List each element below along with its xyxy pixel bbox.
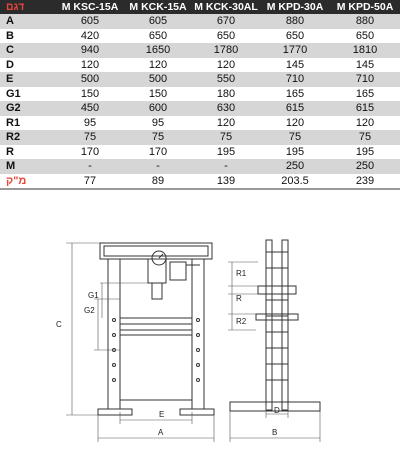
table-cell: 940 bbox=[56, 43, 124, 58]
dim-label-r: R bbox=[236, 294, 242, 303]
side-rungs bbox=[266, 252, 288, 380]
table-cell: 120 bbox=[260, 116, 330, 131]
top-beam-inner bbox=[104, 246, 208, 256]
top-beam bbox=[100, 243, 212, 259]
table-cell: 195 bbox=[260, 145, 330, 160]
side-bed bbox=[256, 314, 298, 320]
table-cell: 1650 bbox=[124, 43, 192, 58]
cylinder bbox=[148, 259, 166, 283]
table-cell: 550 bbox=[192, 72, 260, 87]
table-cell: 75 bbox=[124, 130, 192, 145]
table-cell: 710 bbox=[330, 72, 400, 87]
bed-plate-2 bbox=[120, 330, 192, 335]
table-cell: 75 bbox=[56, 130, 124, 145]
side-table bbox=[258, 286, 296, 294]
table-cell: 120 bbox=[330, 116, 400, 131]
table-cell: 75 bbox=[192, 130, 260, 145]
press-front-view bbox=[98, 243, 214, 415]
table-cell: - bbox=[124, 159, 192, 174]
table-cell: 450 bbox=[56, 101, 124, 116]
model-header: M KPD-30A bbox=[260, 0, 330, 14]
dim-label-b: B bbox=[272, 428, 278, 437]
table-cell: 239 bbox=[330, 174, 400, 190]
dim-label-a: A bbox=[158, 428, 164, 437]
table-cell: - bbox=[56, 159, 124, 174]
dim-label-g2: G2 bbox=[84, 306, 95, 315]
table-cell: 880 bbox=[330, 14, 400, 29]
right-foot bbox=[180, 409, 214, 415]
model-header: M KCK-15A bbox=[124, 0, 192, 14]
column-holes bbox=[113, 319, 200, 382]
table-cell: 880 bbox=[260, 14, 330, 29]
table-cell: 95 bbox=[124, 116, 192, 131]
row-label: M bbox=[0, 159, 56, 174]
dim-label-g1: G1 bbox=[88, 291, 99, 300]
model-header: M KCK-30AL bbox=[192, 0, 260, 14]
table-cell: 139 bbox=[192, 174, 260, 190]
table-cell: 250 bbox=[330, 159, 400, 174]
model-header: M KSC-15A bbox=[56, 0, 124, 14]
row-label: D bbox=[0, 58, 56, 73]
table-cell: 170 bbox=[56, 145, 124, 160]
table-cell: 650 bbox=[330, 29, 400, 44]
table-cell: 1810 bbox=[330, 43, 400, 58]
table-cell: 77 bbox=[56, 174, 124, 190]
table-cell: 145 bbox=[260, 58, 330, 73]
table-cell: 1770 bbox=[260, 43, 330, 58]
table-cell: 165 bbox=[330, 87, 400, 102]
table-cell: 145 bbox=[330, 58, 400, 73]
table-cell: 670 bbox=[192, 14, 260, 29]
table-cell: 605 bbox=[56, 14, 124, 29]
table-cell: 120 bbox=[192, 58, 260, 73]
table-cell: 150 bbox=[124, 87, 192, 102]
dim-label-r1: R1 bbox=[236, 269, 247, 278]
table-cell: 120 bbox=[124, 58, 192, 73]
table-cell: 615 bbox=[260, 101, 330, 116]
table-cell: 203.5 bbox=[260, 174, 330, 190]
side-dimensions bbox=[228, 262, 320, 442]
side-post-left bbox=[266, 240, 272, 410]
table-cell: 95 bbox=[56, 116, 124, 131]
table-cell: 180 bbox=[192, 87, 260, 102]
left-foot bbox=[98, 409, 132, 415]
table-cell: 1780 bbox=[192, 43, 260, 58]
table-cell: 650 bbox=[260, 29, 330, 44]
table-cell: 250 bbox=[260, 159, 330, 174]
dim-label-e: E bbox=[159, 410, 165, 419]
table-cell: 420 bbox=[56, 29, 124, 44]
table-cell: 195 bbox=[192, 145, 260, 160]
table-cell: 600 bbox=[124, 101, 192, 116]
table-cell: 615 bbox=[330, 101, 400, 116]
row-label: A bbox=[0, 14, 56, 29]
row-label: מ"ק bbox=[0, 174, 56, 190]
dim-label-r2: R2 bbox=[236, 317, 247, 326]
model-header: M KPD-50A bbox=[330, 0, 400, 14]
table-cell: 650 bbox=[124, 29, 192, 44]
table-cell: 605 bbox=[124, 14, 192, 29]
dim-label-d: D bbox=[274, 406, 280, 415]
header-label: דגם bbox=[0, 0, 56, 14]
row-label: R bbox=[0, 145, 56, 160]
row-label: E bbox=[0, 72, 56, 87]
ram bbox=[152, 283, 162, 299]
table-cell: 630 bbox=[192, 101, 260, 116]
table-cell: 150 bbox=[56, 87, 124, 102]
dim-label-c: C bbox=[56, 320, 62, 329]
table-cell: 89 bbox=[124, 174, 192, 190]
row-label: G1 bbox=[0, 87, 56, 102]
table-cell: 120 bbox=[56, 58, 124, 73]
table-cell: 170 bbox=[124, 145, 192, 160]
table-cell: - bbox=[192, 159, 260, 174]
side-post-right bbox=[282, 240, 288, 410]
row-label: C bbox=[0, 43, 56, 58]
pump bbox=[170, 262, 186, 280]
table-cell: 120 bbox=[192, 116, 260, 131]
table-cell: 75 bbox=[260, 130, 330, 145]
row-label: R1 bbox=[0, 116, 56, 131]
table-cell: 710 bbox=[260, 72, 330, 87]
table-cell: 500 bbox=[124, 72, 192, 87]
table-cell: 195 bbox=[330, 145, 400, 160]
table-cell: 500 bbox=[56, 72, 124, 87]
table-cell: 650 bbox=[192, 29, 260, 44]
bed-plate bbox=[120, 318, 192, 324]
table-cell: 75 bbox=[330, 130, 400, 145]
row-label: R2 bbox=[0, 130, 56, 145]
table-cell: 165 bbox=[260, 87, 330, 102]
row-label: G2 bbox=[0, 101, 56, 116]
row-label: B bbox=[0, 29, 56, 44]
